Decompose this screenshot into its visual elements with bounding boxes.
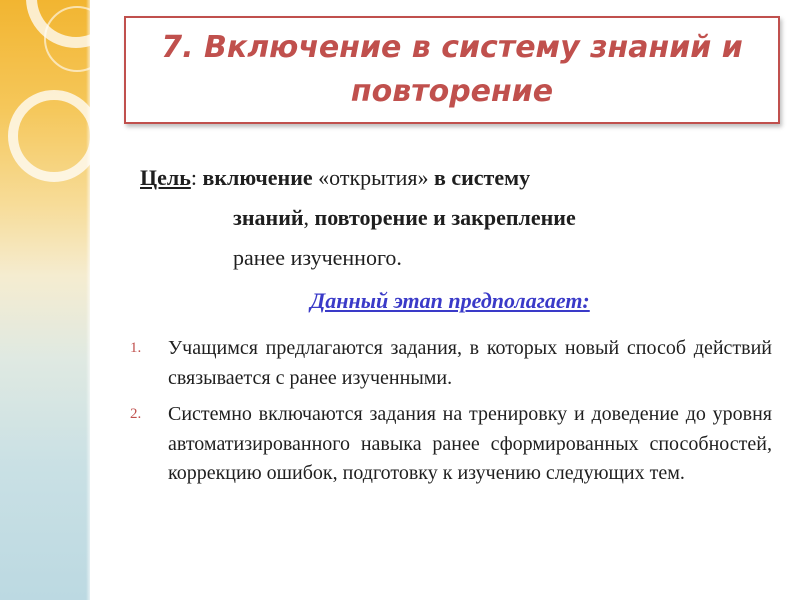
goal-text-2: «открытия» [312, 165, 434, 190]
list-item-text: Учащимся предлагаются задания, в которых новый способ действий связывается с ранее изученными. [168, 337, 772, 389]
list-item [130, 400, 772, 489]
goal-line-2 [140, 198, 700, 238]
goal-text-3: в систему [433, 165, 531, 190]
goal-text-1: включение [202, 165, 313, 190]
steps-list [130, 334, 772, 496]
list-item [130, 334, 772, 393]
list-item-number: 1. [130, 340, 142, 356]
decorative-ring-small [44, 6, 110, 72]
goal-block [140, 158, 700, 278]
goal-line2-a: знаний [233, 205, 304, 230]
list-item-number: 2. [130, 406, 142, 422]
goal-line2-b: , [303, 205, 315, 230]
stage-heading: Данный этап предполагает: [310, 288, 590, 313]
goal-line-1 [140, 158, 700, 198]
side-band-edge [86, 0, 92, 600]
goal-colon: : [190, 165, 203, 190]
goal-label: Цель [140, 165, 191, 190]
slide-title: 7. Включение в систему знаний и повторение [161, 30, 743, 109]
goal-line-3 [140, 238, 700, 278]
decorative-side-band [0, 0, 90, 600]
goal-line2-c: повторение и закрепление [314, 205, 576, 230]
list-item-text: Системно включаются задания на тренировку и доведение до уровня автоматизированного навыка ранее сформированных способностей, коррекцию ошибок, подготовку к изучению следующих тем. [168, 403, 772, 484]
title-box [124, 16, 780, 124]
goal-line3: ранее изученного. [233, 245, 402, 270]
